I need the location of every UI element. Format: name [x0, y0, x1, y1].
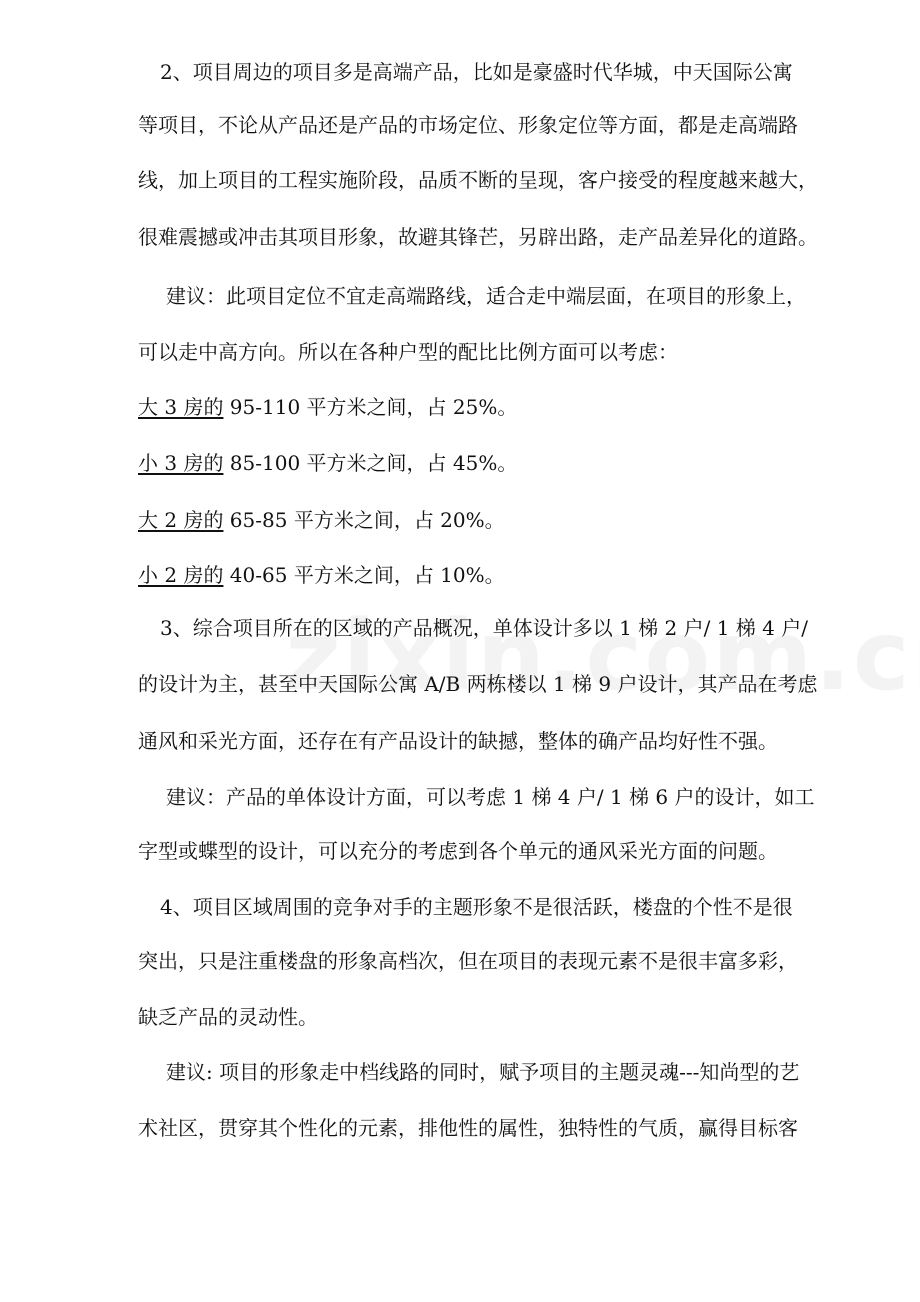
- paragraph-3-line-3: 通风和采光方面，还存在有产品设计的缺撼，整体的确产品均好性不强。: [138, 729, 778, 753]
- suggestion-4-line-2: 术社区，贯穿其个性化的元素，排他性的属性，独特性的气质，赢得目标客: [138, 1116, 798, 1140]
- ratio-row-small-3br: [138, 449, 878, 477]
- ratio-text: 95-110 平方米之间，占 25%。: [223, 395, 518, 419]
- paragraph-3-line-2: 的设计为主，甚至中天国际公寓 A/B 两栋楼以 1 梯 9 户设计，其产品在考虑: [138, 672, 818, 696]
- suggestion-4-line-1: 建议: 项目的形象走中档线路的同时，赋予项目的主题灵魂---知尚型的艺: [166, 1060, 800, 1084]
- ratio-label: 大 3 房的: [138, 395, 224, 419]
- suggestion-1-line-2: 可以走中高方向。所以在各种户型的配比比例方面可以考虑：: [138, 340, 678, 364]
- paragraph-4-line-2: 突出，只是注重楼盘的形象高档次，但在项目的表现元素不是很丰富多彩，: [138, 949, 798, 973]
- ratio-text: 85-100 平方米之间，占 45%。: [223, 451, 518, 475]
- ratio-text: 65-85 平方米之间，占 20%。: [223, 508, 505, 532]
- paragraph-2-line-2: 等项目，不论从产品还是产品的市场定位、形象定位等方面，都是走高端路: [138, 113, 798, 137]
- suggestion-3-line-2: 字型或蝶型的设计，可以充分的考虑到各个单元的通风采光方面的问题。: [138, 839, 778, 863]
- suggestion-3-line-1: 建议：产品的单体设计方面，可以考虑 1 梯 4 户/ 1 梯 6 户的设计，如工: [166, 785, 815, 809]
- ratio-row-small-2br: [138, 561, 878, 589]
- ratio-row-large-3br: [138, 393, 878, 421]
- paragraph-3-line-1: 3、综合项目所在的区域的产品概况，单体设计多以 1 梯 2 户/ 1 梯 4 户/: [160, 616, 808, 640]
- ratio-label: 大 2 房的: [138, 508, 224, 532]
- ratio-label: 小 2 房的: [138, 563, 224, 587]
- ratio-label: 小 3 房的: [138, 451, 224, 475]
- paragraph-2-line-1: 2、项目周边的项目多是高端产品，比如是豪盛时代华城，中天国际公寓: [160, 60, 793, 84]
- paragraph-4-line-3: 缺乏产品的灵动性。: [138, 1005, 318, 1029]
- suggestion-1-line-1: 建议：此项目定位不宜走高端路线，适合走中端层面，在项目的形象上，: [166, 284, 806, 308]
- paragraph-4-line-1: 4、项目区域周围的竞争对手的主题形象不是很活跃，楼盘的个性不是很: [160, 895, 793, 919]
- ratio-text: 40-65 平方米之间，占 10%。: [223, 563, 505, 587]
- ratio-row-large-2br: [138, 506, 878, 534]
- paragraph-2-line-4: 很难震撼或冲击其项目形象，故避其锋芒，另辟出路，走产品差异化的道路。: [138, 225, 818, 249]
- paragraph-2-line-3: 线，加上项目的工程实施阶段，品质不断的呈现，客户接受的程度越来越大，: [138, 168, 818, 192]
